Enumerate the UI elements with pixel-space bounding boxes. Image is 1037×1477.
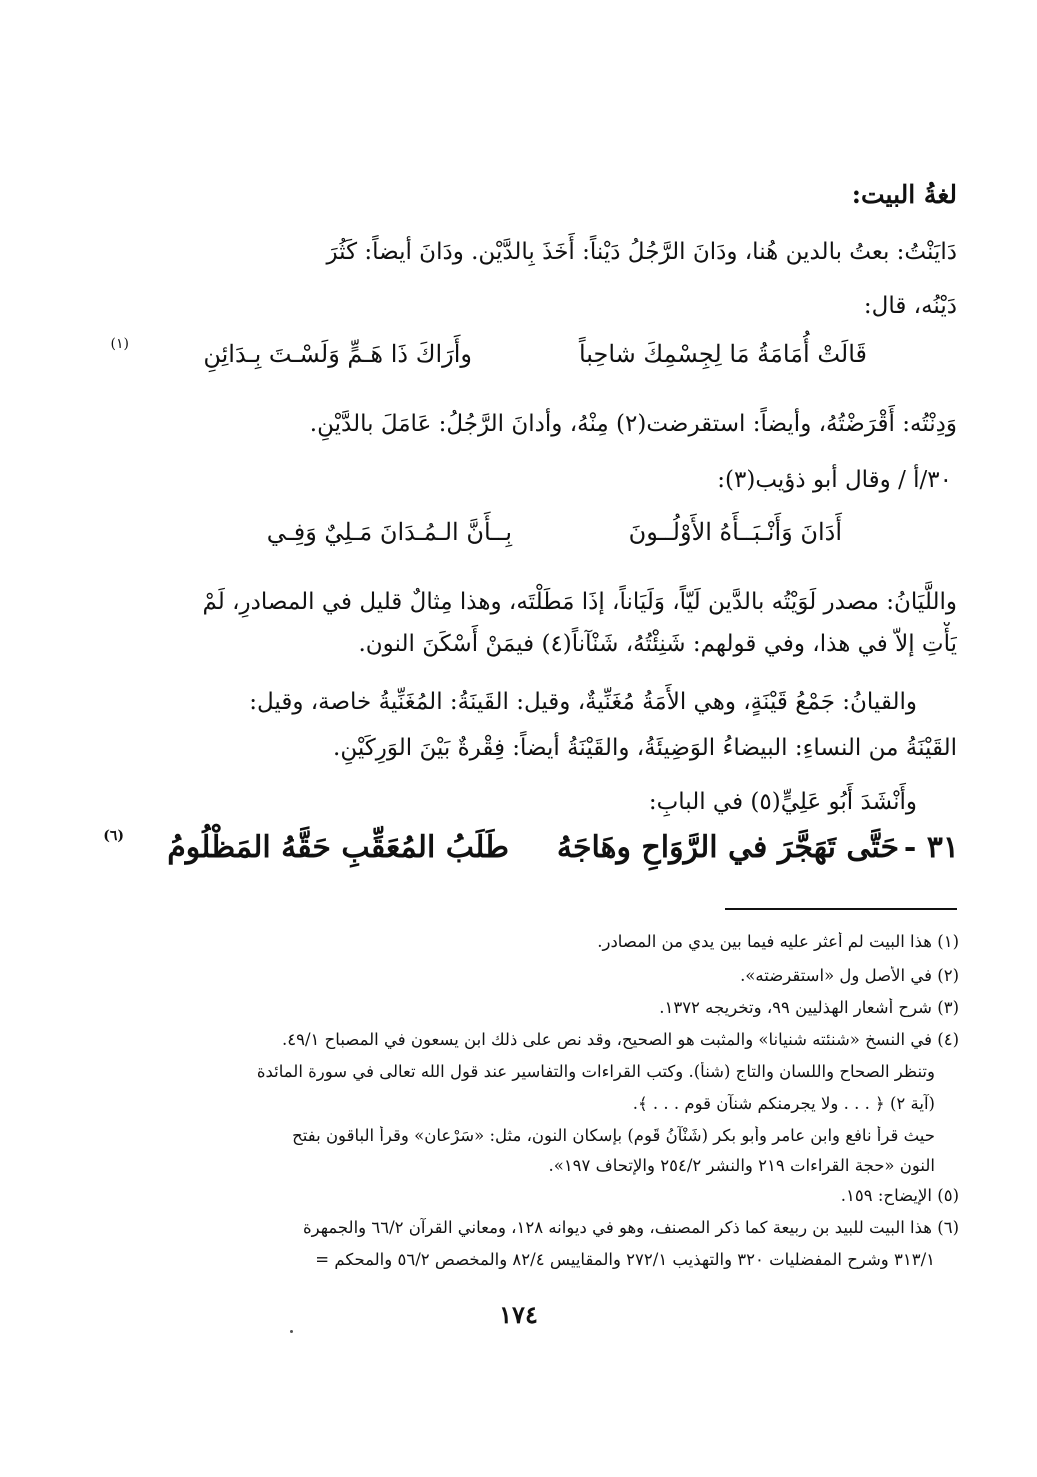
footnote-marker-1: (١) <box>110 336 129 352</box>
verse-1 <box>110 336 957 384</box>
verse-2-hemistich-1: أَدَانَ وَأَنْـبَــأَهُ الأَوْلُــونَ <box>628 518 842 546</box>
paragraph-1-line-2: دَيْنُه، قال: <box>863 293 957 319</box>
verse-3-hemistich-2: طَلَبُ المُعَقِّبِ حَقَّهُ المَظْلُومُ <box>167 830 509 865</box>
paragraph-3-line-1: واللَّيَانُ: مصدر لَوَيْتُه بالدَّين لَيّاً، وَلَيَاناً، إذَا مَطَلْتَه، وهذا مِثالٌ قليل في المصادرِ، لَمْ <box>202 589 957 615</box>
footnote-4-line-2: وتنظر الصحاح واللسان والتاج (شنأ). وكتب القراءات والتفاسير عند قول الله تعالى في سورة المائدة <box>256 1062 935 1081</box>
verse-3-hemistich-1: حَتَّى تَهَجَّرَ في الرَّوَاحِ وهَاجَهُ <box>556 830 899 865</box>
footnote-3: (٣) شرح أشعار الهذليين ٩٩، وتخريجه ١٣٧٢. <box>659 998 959 1017</box>
footnote-separator <box>725 908 957 910</box>
verse-2-hemistich-2: بِــأَنَّ الـمُـدَانَ مَـلِيٌ وَفِـي <box>266 518 512 546</box>
footnote-4-line-5: النون «حجة القراءات ٢١٩ والنشر ٢٥٤/٢ والإتحاف ١٩٧». <box>548 1156 935 1175</box>
verse-1-hemistich-1: قَالَتْ أُمَامَةُ مَا لِجِسْمِكَ شاحِباً <box>578 340 867 368</box>
footnote-4-line-3: (آية ٢) ﴿ . . . ولا يجرمنكم شنآن قوم . . . ﴾. <box>632 1094 935 1113</box>
paragraph-4-line-1: والقيانُ: جَمْعُ قَيْنَةٍ، وهي الأَمَةُ مُغَنِّيةٌ، وقيل: القَينَةُ: المُغَنِّيةُ خاصة، وقيل: <box>249 689 917 715</box>
speck-mark <box>290 1330 293 1333</box>
paragraph-1-line-1: دَايَنْتُ: بعتُ بالدين هُنا، ودَانَ الرَّجُلُ دَيْناً: أَخَذَ بِالدَّيْن. ودَانَ أيضاً: كَثُرَ <box>326 239 957 265</box>
paragraph-4-line-2: القَيْنَةُ من النساءِ: البيضاءُ الوَضِيئَةُ، والقَيْنَةُ أيضاً: فِقْرةٌ بَيْنَ الوَرِكَيْنِ. <box>333 735 957 761</box>
page-number: ١٧٤ <box>499 1300 538 1329</box>
footnote-4-line-4: حيث قرأ نافع وابن عامر وأبو بكر (شَنْآنُ قَوم) بإسكان النون، مثل: «سَرْعان» وقرأ الباقون بفتح <box>292 1126 935 1145</box>
verse-1-hemistich-2: وأَرَاكَ ذَا هَـمٍّ وَلَسْـتَ بِـدَائِنِ <box>203 340 472 368</box>
footnote-6-line-1: (٦) هذا البيت للبيد بن ربيعة كما ذكر المصنف، وهو في ديوانه ١٢٨، ومعاني القرآن ٦٦/٢ والجمهرة <box>303 1218 959 1237</box>
paragraph-5: وأَنْشَدَ أَبُو عَلِيٍّ(٥) في البابِ: <box>648 789 917 815</box>
verse-3-shahid <box>103 828 959 880</box>
footnote-2: (٢) في الأصل ول «استقرضته». <box>740 966 959 985</box>
footnote-4-line-1: (٤) في النسخ «شنئته شنيانا» والمثبت هو الصحيح، وقد نص على ذلك ابن يسعون في المصباح ٤٩/١. <box>281 1030 959 1049</box>
footnote-1: (١) هذا البيت لم أعثر عليه فيما بين يدي من المصادر. <box>597 932 959 951</box>
paragraph-2: وَدِنْتُه: أَقْرَضْتُهُ، وأيضاً: استقرضت(٢) مِنْهُ، وأدانَ الرَّجُلُ: عَامَلَ بالدَّيْنِ. <box>309 411 957 437</box>
footnote-6-line-2: ٣١٣/١ وشرح المفضليات ٣٢٠ والتهذيب ٢٧٢/١ والمقاييس ٨٢/٤ والمخصص ٥٦/٢ والمحكم = <box>315 1250 935 1269</box>
verse-3-number: ٣١ - <box>903 830 959 865</box>
footnote-marker-6: (٦) <box>103 828 124 844</box>
section-heading: لغةُ البيت: <box>851 180 957 209</box>
folio-and-attribution-line: ٣٠/أ / وقال أبو ذؤيب(٣): <box>717 467 952 493</box>
paragraph-3-line-2: يَأْتِ إلاّ في هذا، وفي قولهم: شَنِئْتُهُ، شَنْآناً(٤) فيمَنْ أَسْكَنَ النون. <box>358 631 957 657</box>
footnote-5: (٥) الإيضاح: ١٥٩. <box>840 1186 959 1205</box>
verse-2 <box>117 518 957 562</box>
